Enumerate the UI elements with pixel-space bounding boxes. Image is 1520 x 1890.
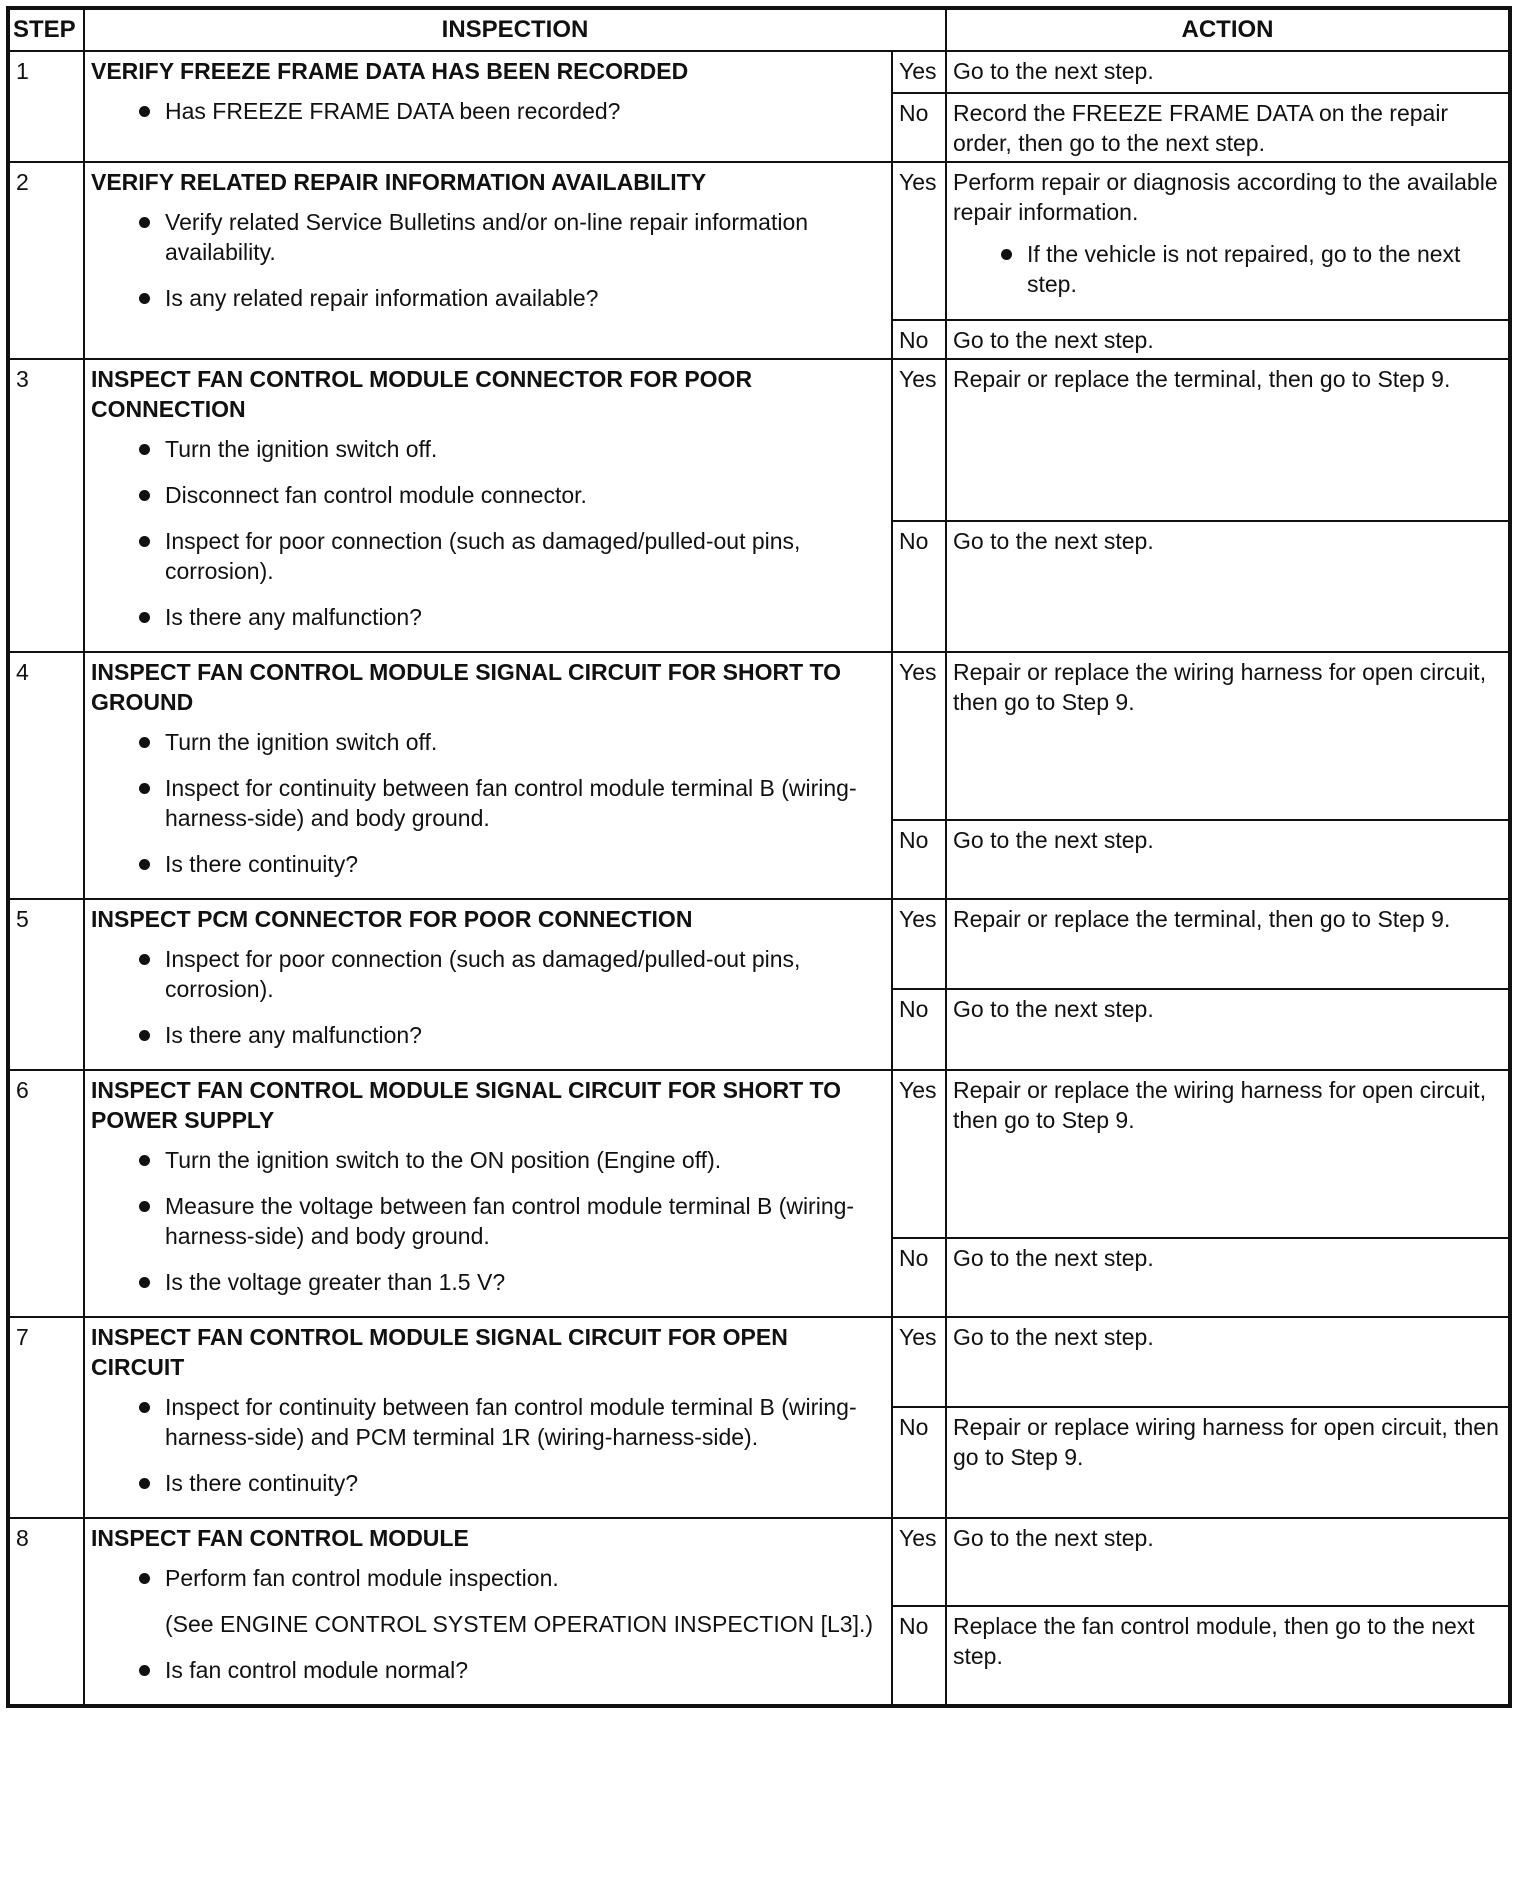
step-5-yes-row <box>8 899 1510 989</box>
step-number: 2 <box>8 162 84 359</box>
step-3-yes-row <box>8 359 1510 521</box>
step-number: 8 <box>8 1518 84 1706</box>
inspection-bullet: Turn the ignition switch off. <box>91 727 885 757</box>
step-4-yes-row <box>8 652 1510 820</box>
yes-action: Repair or replace the terminal, then go to Step 9. <box>946 899 1510 989</box>
step-6-yes-row <box>8 1070 1510 1238</box>
inspection-note: (See ENGINE CONTROL SYSTEM OPERATION INSPECTION [L3].) <box>165 1611 874 1637</box>
yes-label: Yes <box>892 1070 946 1238</box>
no-action: Go to the next step. <box>946 521 1510 652</box>
yes-action: Repair or replace the wiring harness for open circuit, then go to Step 9. <box>946 652 1510 820</box>
yes-action <box>946 162 1510 320</box>
step-title: VERIFY FREEZE FRAME DATA HAS BEEN RECORDED <box>91 58 689 84</box>
inspection-bullet: Inspect for poor connection (such as damaged/pulled-out pins, corrosion). <box>91 944 885 1004</box>
no-label: No <box>892 93 946 162</box>
yes-action: Go to the next step. <box>946 1518 1510 1606</box>
yes-action: Go to the next step. <box>946 51 1510 93</box>
inspection-bullet: Has FREEZE FRAME DATA been recorded? <box>91 96 885 126</box>
step-title: VERIFY RELATED REPAIR INFORMATION AVAILABILITY <box>91 169 707 195</box>
step-8-yes-row <box>8 1518 1510 1606</box>
step-title: INSPECT FAN CONTROL MODULE SIGNAL CIRCUIT FOR SHORT TO GROUND <box>91 659 842 715</box>
no-label: No <box>892 1407 946 1518</box>
inspection-bullet: Perform fan control module inspection. <box>91 1563 885 1593</box>
no-label: No <box>892 989 946 1070</box>
yes-label: Yes <box>892 359 946 521</box>
step-7-yes-row <box>8 1317 1510 1407</box>
inspection-bullet: Inspect for continuity between fan control module terminal B (wiring-harness-side) and body ground. <box>91 773 885 833</box>
step-number: 6 <box>8 1070 84 1317</box>
yes-label: Yes <box>892 1518 946 1606</box>
step-inspection <box>84 1317 892 1518</box>
yes-label: Yes <box>892 652 946 820</box>
step-title: INSPECT FAN CONTROL MODULE SIGNAL CIRCUIT FOR SHORT TO POWER SUPPLY <box>91 1077 842 1133</box>
step-title: INSPECT FAN CONTROL MODULE CONNECTOR FOR POOR CONNECTION <box>91 366 753 422</box>
no-action: Replace the fan control module, then go to the next step. <box>946 1606 1510 1706</box>
header-action: ACTION <box>946 8 1510 51</box>
inspection-bullet: Turn the ignition switch to the ON position (Engine off). <box>91 1145 885 1175</box>
step-inspection <box>84 652 892 899</box>
yes-action-text: Perform repair or diagnosis according to the available repair information. <box>953 169 1498 225</box>
step-number: 3 <box>8 359 84 652</box>
diagnostic-procedure <box>6 6 1512 1708</box>
yes-label: Yes <box>892 51 946 93</box>
step-inspection <box>84 51 892 162</box>
no-action: Go to the next step. <box>946 320 1510 359</box>
inspection-bullet: Inspect for continuity between fan control module terminal B (wiring-harness-side) and PCM terminal 1R (wiring-harness-side). <box>91 1392 885 1452</box>
step-inspection <box>84 359 892 652</box>
step-inspection <box>84 1518 892 1706</box>
step-title: INSPECT PCM CONNECTOR FOR POOR CONNECTION <box>91 906 693 932</box>
no-label: No <box>892 820 946 899</box>
step-number: 4 <box>8 652 84 899</box>
no-label: No <box>892 1238 946 1317</box>
inspection-bullet: Is there continuity? <box>91 849 885 879</box>
header-row <box>8 8 1510 51</box>
no-label: No <box>892 320 946 359</box>
step-number: 1 <box>8 51 84 162</box>
step-inspection <box>84 899 892 1070</box>
inspection-bullet: Is fan control module normal? <box>91 1655 885 1685</box>
diagnostic-table <box>6 6 1512 1708</box>
inspection-bullet: Is the voltage greater than 1.5 V? <box>91 1267 885 1297</box>
yes-action-bullet: If the vehicle is not repaired, go to the next step. <box>953 239 1502 299</box>
inspection-bullet: Is there continuity? <box>91 1468 885 1498</box>
yes-action: Repair or replace the terminal, then go to Step 9. <box>946 359 1510 521</box>
inspection-bullet: Measure the voltage between fan control module terminal B (wiring-harness-side) and body ground. <box>91 1191 885 1251</box>
yes-label: Yes <box>892 1317 946 1407</box>
inspection-bullet: Verify related Service Bulletins and/or on-line repair information availability. <box>91 207 885 267</box>
no-action: Go to the next step. <box>946 989 1510 1070</box>
inspection-bullet: Inspect for poor connection (such as damaged/pulled-out pins, corrosion). <box>91 526 885 586</box>
inspection-bullet: Turn the ignition switch off. <box>91 434 885 464</box>
step-number: 5 <box>8 899 84 1070</box>
no-action: Go to the next step. <box>946 820 1510 899</box>
step-inspection <box>84 1070 892 1317</box>
inspection-bullet: Is any related repair information available? <box>91 283 885 313</box>
yes-action: Go to the next step. <box>946 1317 1510 1407</box>
no-label: No <box>892 1606 946 1706</box>
step-1-yes-row <box>8 51 1510 93</box>
no-action: Go to the next step. <box>946 1238 1510 1317</box>
inspection-bullet: Is there any malfunction? <box>91 602 885 632</box>
yes-label: Yes <box>892 162 946 320</box>
step-title: INSPECT FAN CONTROL MODULE SIGNAL CIRCUIT FOR OPEN CIRCUIT <box>91 1324 788 1380</box>
step-inspection <box>84 162 892 359</box>
step-2-yes-row <box>8 162 1510 320</box>
yes-action: Repair or replace the wiring harness for open circuit, then go to Step 9. <box>946 1070 1510 1238</box>
yes-label: Yes <box>892 899 946 989</box>
no-action: Repair or replace wiring harness for open circuit, then go to Step 9. <box>946 1407 1510 1518</box>
step-title: INSPECT FAN CONTROL MODULE <box>91 1525 469 1551</box>
header-step: STEP <box>8 8 84 51</box>
no-label: No <box>892 521 946 652</box>
step-number: 7 <box>8 1317 84 1518</box>
inspection-bullet: Is there any malfunction? <box>91 1020 885 1050</box>
header-inspection: INSPECTION <box>84 8 946 51</box>
inspection-bullet: Disconnect fan control module connector. <box>91 480 885 510</box>
no-action: Record the FREEZE FRAME DATA on the repair order, then go to the next step. <box>946 93 1510 162</box>
